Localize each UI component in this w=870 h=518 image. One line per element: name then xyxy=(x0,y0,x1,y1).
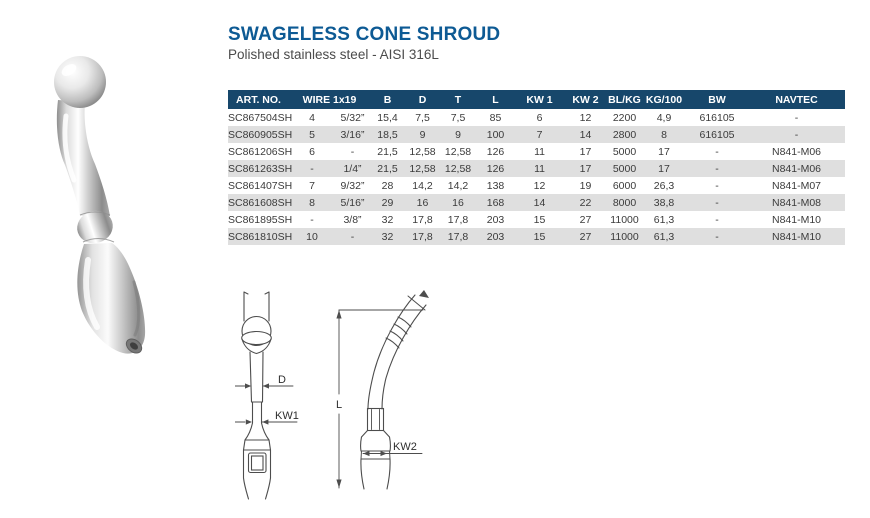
table-cell: 5/32” xyxy=(340,111,365,124)
table-row xyxy=(228,160,845,177)
dim-label-kw2: KW2 xyxy=(393,441,417,453)
table-cell: 2200 xyxy=(612,111,637,124)
table-cell: 5/16” xyxy=(340,196,365,209)
table-cell: 7 xyxy=(309,179,315,192)
table-cell: 2800 xyxy=(612,128,637,141)
table-cell: 26,3 xyxy=(653,179,675,192)
table-cell: 616105 xyxy=(699,128,735,141)
table-cell: 61,3 xyxy=(653,230,675,243)
table-cell: SC867504SH xyxy=(228,111,293,124)
table-cell: 14,2 xyxy=(447,179,469,192)
table-cell: SC861263SH xyxy=(228,162,293,175)
table-cell: 18,5 xyxy=(377,128,398,141)
col-bl-kg: BL/KG xyxy=(607,90,642,109)
table-cell: 22 xyxy=(579,196,592,209)
table-cell: SC861810SH xyxy=(228,230,293,243)
drawing-straight-terminal xyxy=(235,290,343,502)
table-row xyxy=(228,177,845,194)
table-cell: SC861407SH xyxy=(228,179,293,192)
table-row xyxy=(228,109,845,126)
table-cell: - xyxy=(715,213,719,226)
table-cell: 17 xyxy=(658,145,670,158)
table-cell: - xyxy=(794,111,799,124)
table-cell: 100 xyxy=(486,128,505,141)
table-cell: 12,58 xyxy=(409,162,436,175)
table-cell: 126 xyxy=(486,145,505,158)
col-t: T xyxy=(440,90,476,109)
table-cell: 28 xyxy=(381,179,394,192)
table-cell: - xyxy=(350,145,355,158)
table-cell: - xyxy=(350,230,355,243)
table-cell: 27 xyxy=(579,230,592,243)
table-cell: 11 xyxy=(534,162,545,175)
table-cell: 15,4 xyxy=(377,111,398,124)
table-cell: 7,5 xyxy=(450,111,466,124)
table-cell: 29 xyxy=(381,196,394,209)
table-cell: SC861608SH xyxy=(228,196,293,209)
col-art-no: ART. NO. xyxy=(228,90,289,109)
col-l: L xyxy=(476,90,515,109)
table-cell: 15 xyxy=(533,230,546,243)
table-cell: 9 xyxy=(455,128,461,141)
table-cell: N841-M06 xyxy=(772,162,822,175)
col-wire: WIRE 1x19 xyxy=(289,90,370,109)
table-cell: 11 xyxy=(534,145,545,158)
table-cell: 11000 xyxy=(610,230,639,243)
table-cell: 3/8” xyxy=(343,213,362,226)
col-kw1: KW 1 xyxy=(515,90,564,109)
table-cell: 16 xyxy=(416,196,429,209)
table-cell: 38,8 xyxy=(653,196,675,209)
table-cell: 21,5 xyxy=(377,145,398,158)
col-navtec: NAVTEC xyxy=(748,90,845,109)
table-cell: 17,8 xyxy=(447,213,469,226)
dim-label-l: L xyxy=(335,399,343,411)
table-cell: 5000 xyxy=(612,162,637,175)
table-cell: 85 xyxy=(489,111,502,124)
table-cell: SC861895SH xyxy=(228,213,293,226)
table-cell: 5 xyxy=(309,128,315,141)
table-cell: 6 xyxy=(309,145,315,158)
table-row xyxy=(228,143,845,160)
table-cell: 12 xyxy=(579,111,592,124)
table-cell: 17,8 xyxy=(447,230,469,243)
table-cell: 616105 xyxy=(699,111,735,124)
table-cell: 12,58 xyxy=(409,145,436,158)
table-cell: 4,9 xyxy=(656,111,672,124)
table-cell: 32 xyxy=(381,213,394,226)
table-cell: 27 xyxy=(579,213,592,226)
col-d: D xyxy=(405,90,440,109)
spec-table xyxy=(228,90,845,245)
table-cell: 6000 xyxy=(612,179,637,192)
table-cell: 11000 xyxy=(610,213,639,226)
table-cell: 126 xyxy=(486,162,505,175)
table-cell: 8 xyxy=(309,196,315,209)
table-cell: 4 xyxy=(309,111,315,124)
table-cell: 12,58 xyxy=(444,162,472,175)
table-cell: 17,8 xyxy=(412,230,433,243)
table-cell: N841-M06 xyxy=(772,145,822,158)
table-cell: 17,8 xyxy=(412,213,433,226)
table-cell: - xyxy=(310,162,314,175)
table-cell: - xyxy=(310,213,314,226)
table-cell: 12 xyxy=(533,179,546,192)
table-cell: - xyxy=(715,162,719,175)
table-cell: N841-M07 xyxy=(772,179,822,192)
table-cell: 17 xyxy=(658,162,670,175)
table-cell: 203 xyxy=(486,230,505,243)
table-cell: 15 xyxy=(533,213,546,226)
table-row xyxy=(228,126,845,143)
table-cell: 7,5 xyxy=(415,111,430,124)
page-title: SWAGELESS CONE SHROUD xyxy=(228,24,501,45)
drawing-curved-terminal xyxy=(330,290,465,502)
table-cell: 17 xyxy=(579,162,592,175)
table-cell: 203 xyxy=(486,213,505,226)
table-cell: SC861206SH xyxy=(228,145,293,158)
table-cell: 14 xyxy=(579,128,592,141)
table-cell: - xyxy=(715,179,719,192)
table-cell: 7 xyxy=(536,128,543,141)
col-bw: BW xyxy=(686,90,748,109)
table-cell: 14,2 xyxy=(412,179,433,192)
table-cell: - xyxy=(794,128,799,141)
table-cell: 61,3 xyxy=(653,213,675,226)
table-cell: - xyxy=(715,145,719,158)
col-kw2: KW 2 xyxy=(564,90,607,109)
table-row xyxy=(228,194,845,211)
dim-label-d: D xyxy=(278,374,286,386)
table-cell: 21,5 xyxy=(377,162,398,175)
table-cell: SC860905SH xyxy=(228,128,293,141)
table-row xyxy=(228,228,845,245)
table-cell: N841-M10 xyxy=(772,230,822,243)
table-cell: 16 xyxy=(452,196,464,209)
table-cell: 9 xyxy=(419,128,426,141)
table-header-row xyxy=(228,90,845,109)
table-cell: 14 xyxy=(533,196,546,209)
table-cell: N841-M08 xyxy=(772,196,822,209)
col-b: B xyxy=(370,90,405,109)
table-cell: 8 xyxy=(661,128,667,141)
table-cell: 8000 xyxy=(612,196,637,209)
table-cell: 6 xyxy=(536,111,543,124)
dim-label-kw1: KW1 xyxy=(275,410,299,422)
page-subtitle: Polished stainless steel - AISI 316L xyxy=(228,47,439,62)
table-cell: 9/32” xyxy=(340,179,365,192)
table-cell: 138 xyxy=(486,179,505,192)
table-cell: 19 xyxy=(579,179,592,192)
table-cell: 12,58 xyxy=(444,145,472,158)
table-row xyxy=(228,211,845,228)
table-cell: 32 xyxy=(381,230,394,243)
table-cell: - xyxy=(715,230,719,243)
shroud-ball xyxy=(54,56,106,108)
table-cell: N841-M10 xyxy=(772,213,822,226)
table-cell: - xyxy=(715,196,719,209)
table-cell: 3/16” xyxy=(340,128,365,141)
table-cell: 10 xyxy=(306,230,318,243)
table-cell: 168 xyxy=(486,196,505,209)
table-cell: 17 xyxy=(579,145,592,158)
table-cell: 1/4” xyxy=(343,162,362,175)
col-kg-100: KG/100 xyxy=(642,90,686,109)
table-cell: 5000 xyxy=(612,145,637,158)
product-photo xyxy=(22,30,212,362)
